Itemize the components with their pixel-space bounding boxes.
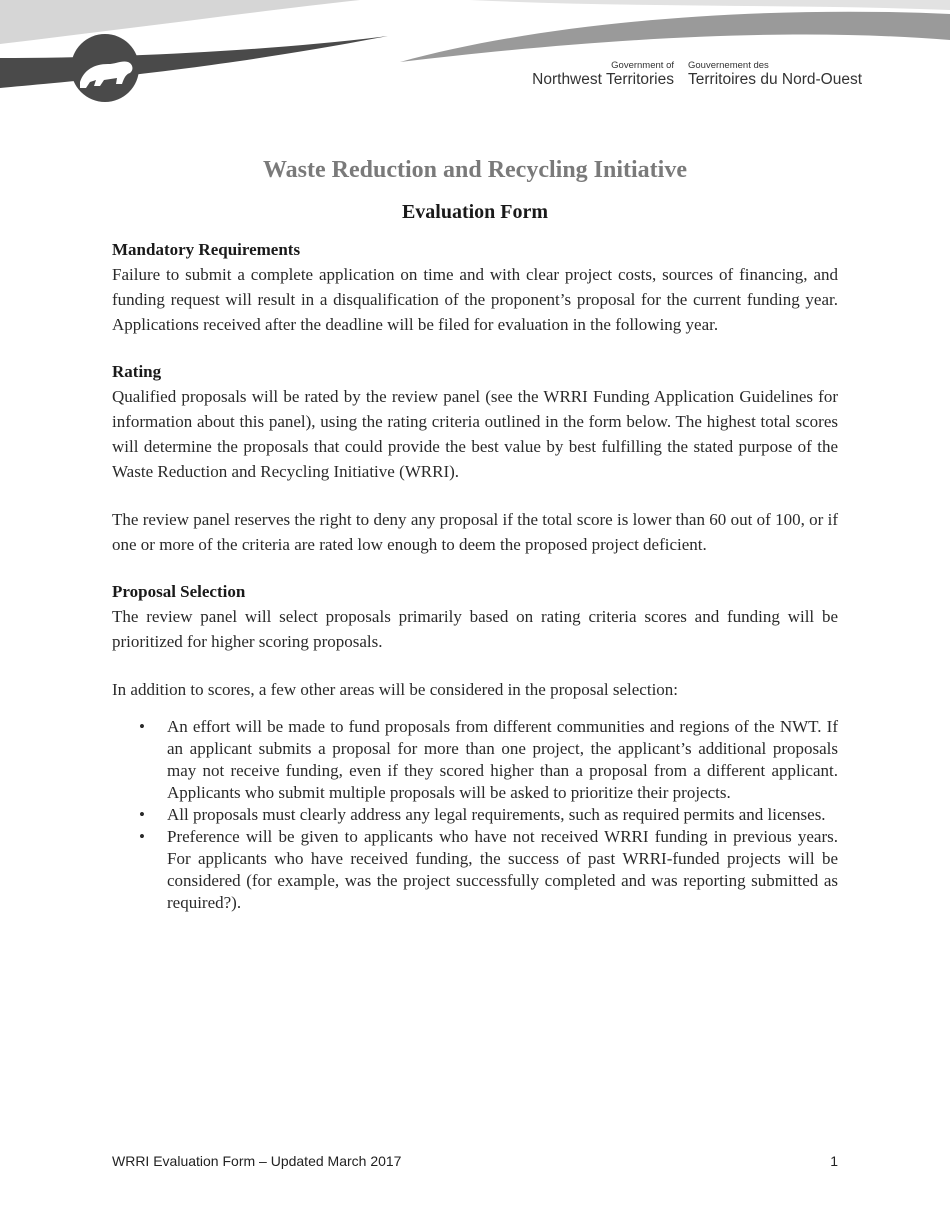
header-banner: [0, 0, 950, 110]
list-item: [112, 804, 838, 826]
list-item-text: An effort will be made to fund proposals from different communities and regions of the NWT. If an applicant submits a proposal for more than one project, the applicant’s additional proposals may not receive funding, even if they scored higher than a proposal from a different applicant. Applicants who submit multiple proposals will be asked to prioritize their projects.: [167, 717, 838, 802]
banner-swoosh-left: [0, 36, 388, 88]
polar-bear-icon: [71, 34, 139, 102]
gov-fr-large: Territoires du Nord-Ouest: [688, 71, 863, 88]
document-body: [112, 238, 838, 914]
bullet-dot: •: [139, 827, 145, 846]
bullet-dot: •: [139, 717, 145, 736]
rating-heading: Rating: [112, 362, 162, 381]
rating-body-2: The review panel reserves the right to deny any proposal if the total score is lower than 60 out of 100, or if one or more of the criteria are rated low enough to deem the proposed project deficient.: [112, 510, 838, 554]
bullet-dot: •: [139, 805, 145, 824]
rating-body: Qualified proposals will be rated by the review panel (see the WRRI Funding Application Guidelines for information about this panel), using the rating criteria outlined in the form below. The highest total scores will determine the proposals that could provide the best value by best fulfilling the stated purpose of the Waste Reduction and Recycling Initiative (WRRI).: [112, 387, 838, 481]
mandatory-body: Failure to submit a complete application on time and with clear project costs, sources of financing, and funding request will result in a disqualification of the proponent’s proposal for the current funding year. Applications received after the deadline will be filed for evaluation in the following year.: [112, 265, 838, 334]
selection-body-2: In addition to scores, a few other areas will be considered in the proposal selection:: [112, 680, 679, 699]
selection-bullet-list: [112, 716, 838, 914]
gov-name-french: [688, 60, 862, 89]
gov-en-small: Government of: [611, 60, 674, 71]
document-title: Waste Reduction and Recycling Initiative: [263, 157, 687, 183]
list-item: [112, 716, 838, 804]
document-subtitle: Evaluation Form: [401, 201, 549, 223]
banner-swoosh-right: [400, 12, 950, 62]
gov-name-english: [532, 60, 674, 89]
footer-label: WRRI Evaluation Form – Updated March 2017: [112, 1153, 402, 1169]
gov-en-large: Northwest Territories: [532, 71, 674, 88]
selection-heading: Proposal Selection: [112, 582, 246, 601]
banner-swoosh-top: [0, 0, 360, 44]
page-number: 1: [830, 1153, 838, 1169]
selection-body: The review panel will select proposals primarily based on rating criteria scores and funding will be prioritized for higher scoring proposals.: [112, 607, 838, 651]
gov-fr-small: Gouvernement des: [688, 60, 769, 71]
banner-swoosh-right-light: [470, 0, 950, 10]
list-item: [112, 826, 838, 914]
list-item-text: Preference will be given to applicants who have not received WRRI funding in previous years. For applicants who have received funding, the success of past WRRI-funded projects will be considered (for example, was the project successfully completed and was reporting submitted as required?).: [167, 827, 838, 912]
mandatory-heading: Mandatory Requirements: [112, 240, 301, 259]
list-item-text: All proposals must clearly address any legal requirements, such as required permits and licenses.: [167, 805, 826, 824]
